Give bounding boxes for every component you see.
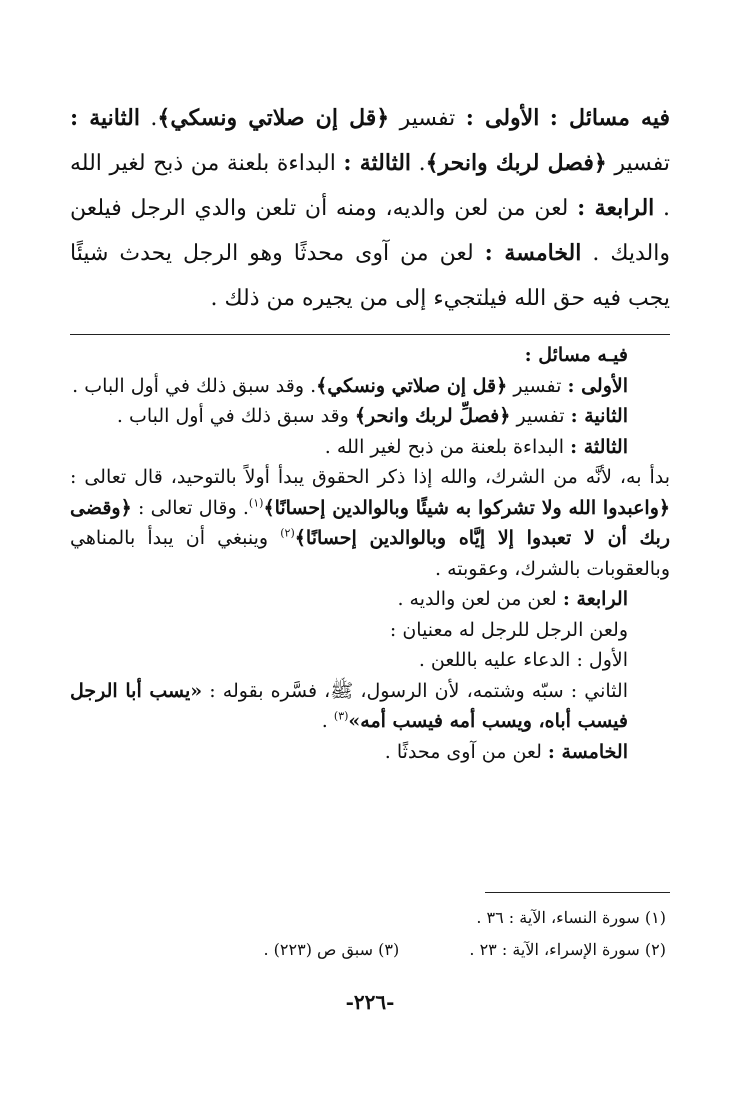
issues-summary: فيه مسائل : الأولى : تفسير ﴿قل إن صلاتي ونسكي﴾. الثانية : تفسير ﴿فصل لربك وانحر﴾. الثالثة : البداءة بلعنة من ذبح لغير الله . الرابعة : لعن من لعن والديه، ومنه أن تلعن والدي الرجل فيلعن والديك . الخامسة : لعن من آوى محدثًا وهو الرجل يحدث شيئًا يجب فيه حق الله فيلتجيء إلى من يجيره من ذلك . bbox=[70, 105, 671, 311]
p8-text-a: سبّه وشتمه، لأن الرسول، ﷺ، فسَّره بقوله : bbox=[209, 679, 564, 702]
section-divider bbox=[70, 334, 670, 335]
p4-quote1: ﴿واعبدوا الله ولا تشركوا به شيئًا وبالوالدين إحسانًا﴾ bbox=[263, 496, 671, 519]
p2-text-a: تفسير bbox=[516, 405, 565, 427]
commentary-p2 bbox=[70, 401, 670, 432]
summary-m3-text: البداءة بلعنة من ذبح لغير الله . bbox=[70, 151, 671, 221]
book-page bbox=[70, 0, 670, 1107]
commentary-body bbox=[70, 340, 670, 767]
p1-text-a: تفسير bbox=[513, 374, 562, 397]
commentary-p6: ولعن الرجل للرجل له معنيان : bbox=[389, 618, 628, 641]
footnote-2: (٢) سورة الإسراء، الآية : ٢٣ . bbox=[469, 940, 666, 959]
commentary-p5 bbox=[70, 584, 670, 615]
p4-text-b: . وقال تعالى : bbox=[137, 496, 249, 519]
summary-m5-label: الخامسة : bbox=[484, 240, 582, 266]
footnote-1: (١) سورة النساء، الآية : ٣٦ . bbox=[476, 908, 666, 927]
p1-label: الأولى : bbox=[567, 374, 628, 397]
p1-quote: ﴿قل إن صلاتي ونسكي﴾ bbox=[316, 374, 508, 397]
summary-m1-quote: ﴿قل إن صلاتي ونسكي﴾ bbox=[157, 105, 390, 131]
p4-footnote-ref-2: (٢) bbox=[280, 526, 295, 540]
summary-m2-quote: ﴿فصل لربك وانحر﴾ bbox=[425, 150, 607, 176]
p1-text-b: . وقد سبق ذلك في أول الباب . bbox=[72, 374, 317, 397]
commentary-p1 bbox=[70, 371, 670, 402]
p5-text: لعن من لعن والديه . bbox=[397, 588, 557, 610]
summary-m4-label: الرابعة : bbox=[577, 195, 655, 221]
summary-m2-label: الثانية : bbox=[70, 105, 140, 131]
summary-m5-text: لعن من آوى محدثًا وهو الرجل يحدث شيئًا يجب فيه حق الله فيلتجيء إلى من يجيره من ذلك . bbox=[70, 241, 670, 311]
commentary-p4 bbox=[70, 462, 670, 584]
p2-text-b: وقد سبق ذلك في أول الباب . bbox=[116, 405, 349, 427]
p3-text: البداءة بلعنة من ذبح لغير الله . bbox=[324, 435, 565, 458]
summary-m2-text: تفسير bbox=[614, 151, 670, 176]
p7-text: الدعاء عليه باللعن . bbox=[418, 649, 571, 671]
p5-label: الرابعة : bbox=[562, 588, 628, 610]
commentary-intro: فيـه مسائل : bbox=[524, 344, 628, 366]
summary-m1-label: الأولى : bbox=[465, 105, 540, 131]
p8-footnote-ref-3: (٣) bbox=[333, 709, 349, 723]
commentary-p7 bbox=[70, 645, 670, 676]
footnote-3: (٣) سبق ص (٢٢٣) . bbox=[263, 940, 400, 959]
footnote-divider bbox=[485, 892, 670, 893]
summary-intro: فيه مسائل : bbox=[549, 105, 671, 131]
commentary-p9 bbox=[70, 737, 670, 768]
p4-text-c: وينبغي أن يبدأ بالمناهي وبالعقوبات بالشرك، وعقوبته . bbox=[70, 527, 670, 580]
p2-label: الثانية : bbox=[570, 405, 628, 427]
page-number: -٢٢٦- bbox=[345, 990, 395, 1014]
summary-m4-text: لعن من لعن والديه، ومنه أن تلعن والدي الرجل فيلعن والديك . bbox=[70, 196, 670, 266]
p4-footnote-ref-1: (١) bbox=[248, 496, 264, 510]
p2-quote: ﴿فصلِّ لربك وانحر﴾ bbox=[354, 405, 511, 427]
commentary-p3 bbox=[70, 432, 670, 463]
footnotes bbox=[70, 900, 670, 968]
p4-text-a: بدأ به، لأنَّه من الشرك، والله إذا ذكر الحقوق يبدأ أولاً بالتوحيد، قال تعالى : bbox=[70, 466, 670, 488]
p8-text-b: . bbox=[321, 710, 328, 732]
p8-quote: «يسب أبا الرجل فيسب أباه، ويسب أمه فيسب أمه» bbox=[70, 679, 628, 732]
p8-label: الثاني : bbox=[570, 679, 628, 702]
p3-label: الثالثة : bbox=[570, 435, 628, 458]
commentary-p8 bbox=[70, 676, 670, 737]
summary-m3-label: الثالثة : bbox=[343, 150, 412, 176]
footnote-row-2 bbox=[70, 936, 670, 964]
p7-label: الأول : bbox=[576, 649, 628, 671]
summary-m1-text: تفسير bbox=[399, 106, 456, 131]
p9-text: لعن من آوى محدثًا . bbox=[384, 740, 542, 763]
p4-quote2: ﴿وقضى ربك أن لا تعبدوا إلا إيَّاه وبالوالدين إحسانًا﴾ bbox=[70, 496, 670, 549]
p9-label: الخامسة : bbox=[547, 740, 628, 763]
